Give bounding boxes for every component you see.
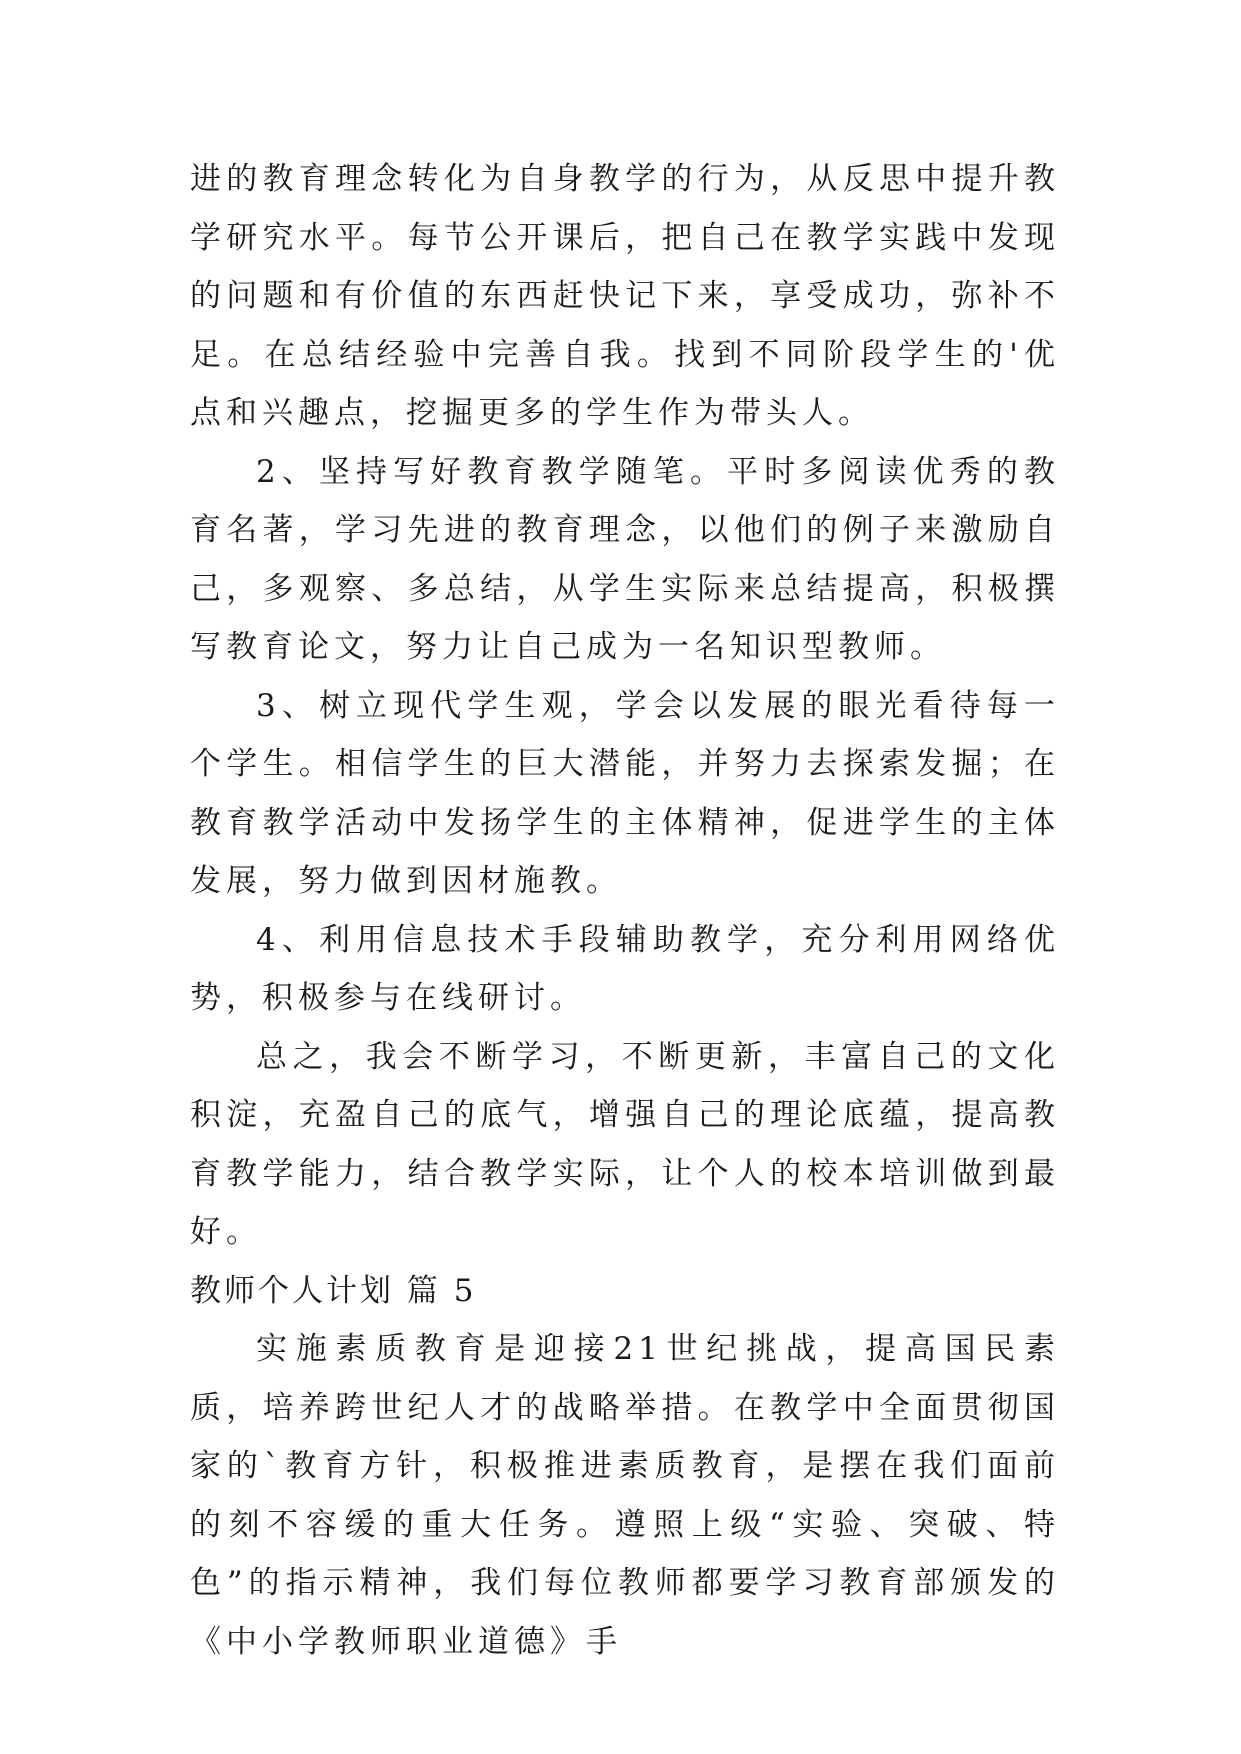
section-paragraph-1: 实施素质教育是迎接21世纪挑战，提高国民素质，培养跨世纪人才的战略举措。在教学中全面贯彻国家的`教育方针，积极推进素质教育，是摆在我们面前的刻不容缓的重大任务。遵照上级“实验、突破、特色”的指示精神，我们每位教师都要学习教育部颁发的《中小学教师职业道德》手	[190, 1331, 1060, 1660]
paragraph-3: 3、树立现代学生观，学会以发展的眼光看待每一个学生。相信学生的巨大潜能，并努力去探索发掘；在教育教学活动中发扬学生的主体精神，促进学生的主体发展，努力做到因材施教。	[190, 687, 1060, 899]
paragraph-2: 2、坚持写好教育教学随笔。平时多阅读优秀的教育名著，学习先进的教育理念，以他们的例子来激励自己，多观察、多总结，从学生实际来总结提高，积极撰写教育论文，努力让自己成为一名知识型教师。	[190, 453, 1060, 665]
paragraph-4: 4、利用信息技术手段辅助教学，充分利用网络优势，积极参与在线研讨。	[190, 921, 1060, 1016]
section-heading: 教师个人计划 篇 5	[190, 1272, 477, 1309]
document-body	[190, 150, 1060, 1671]
paragraph-5: 总之，我会不断学习，不断更新，丰富自己的文化积淀，充盈自己的底气，增强自己的理论底蕴，提高教育教学能力，结合教学实际，让个人的校本培训做到最好。	[190, 1038, 1060, 1250]
paragraph-1: 进的教育理念转化为自身教学的行为，从反思中提升教学研究水平。每节公开课后，把自己在教学实践中发现的问题和有价值的东西赶快记下来，享受成功，弥补不足。在总结经验中完善自我。找到不同阶段学生的'优点和兴趣点，挖掘更多的学生作为带头人。	[190, 161, 1060, 431]
